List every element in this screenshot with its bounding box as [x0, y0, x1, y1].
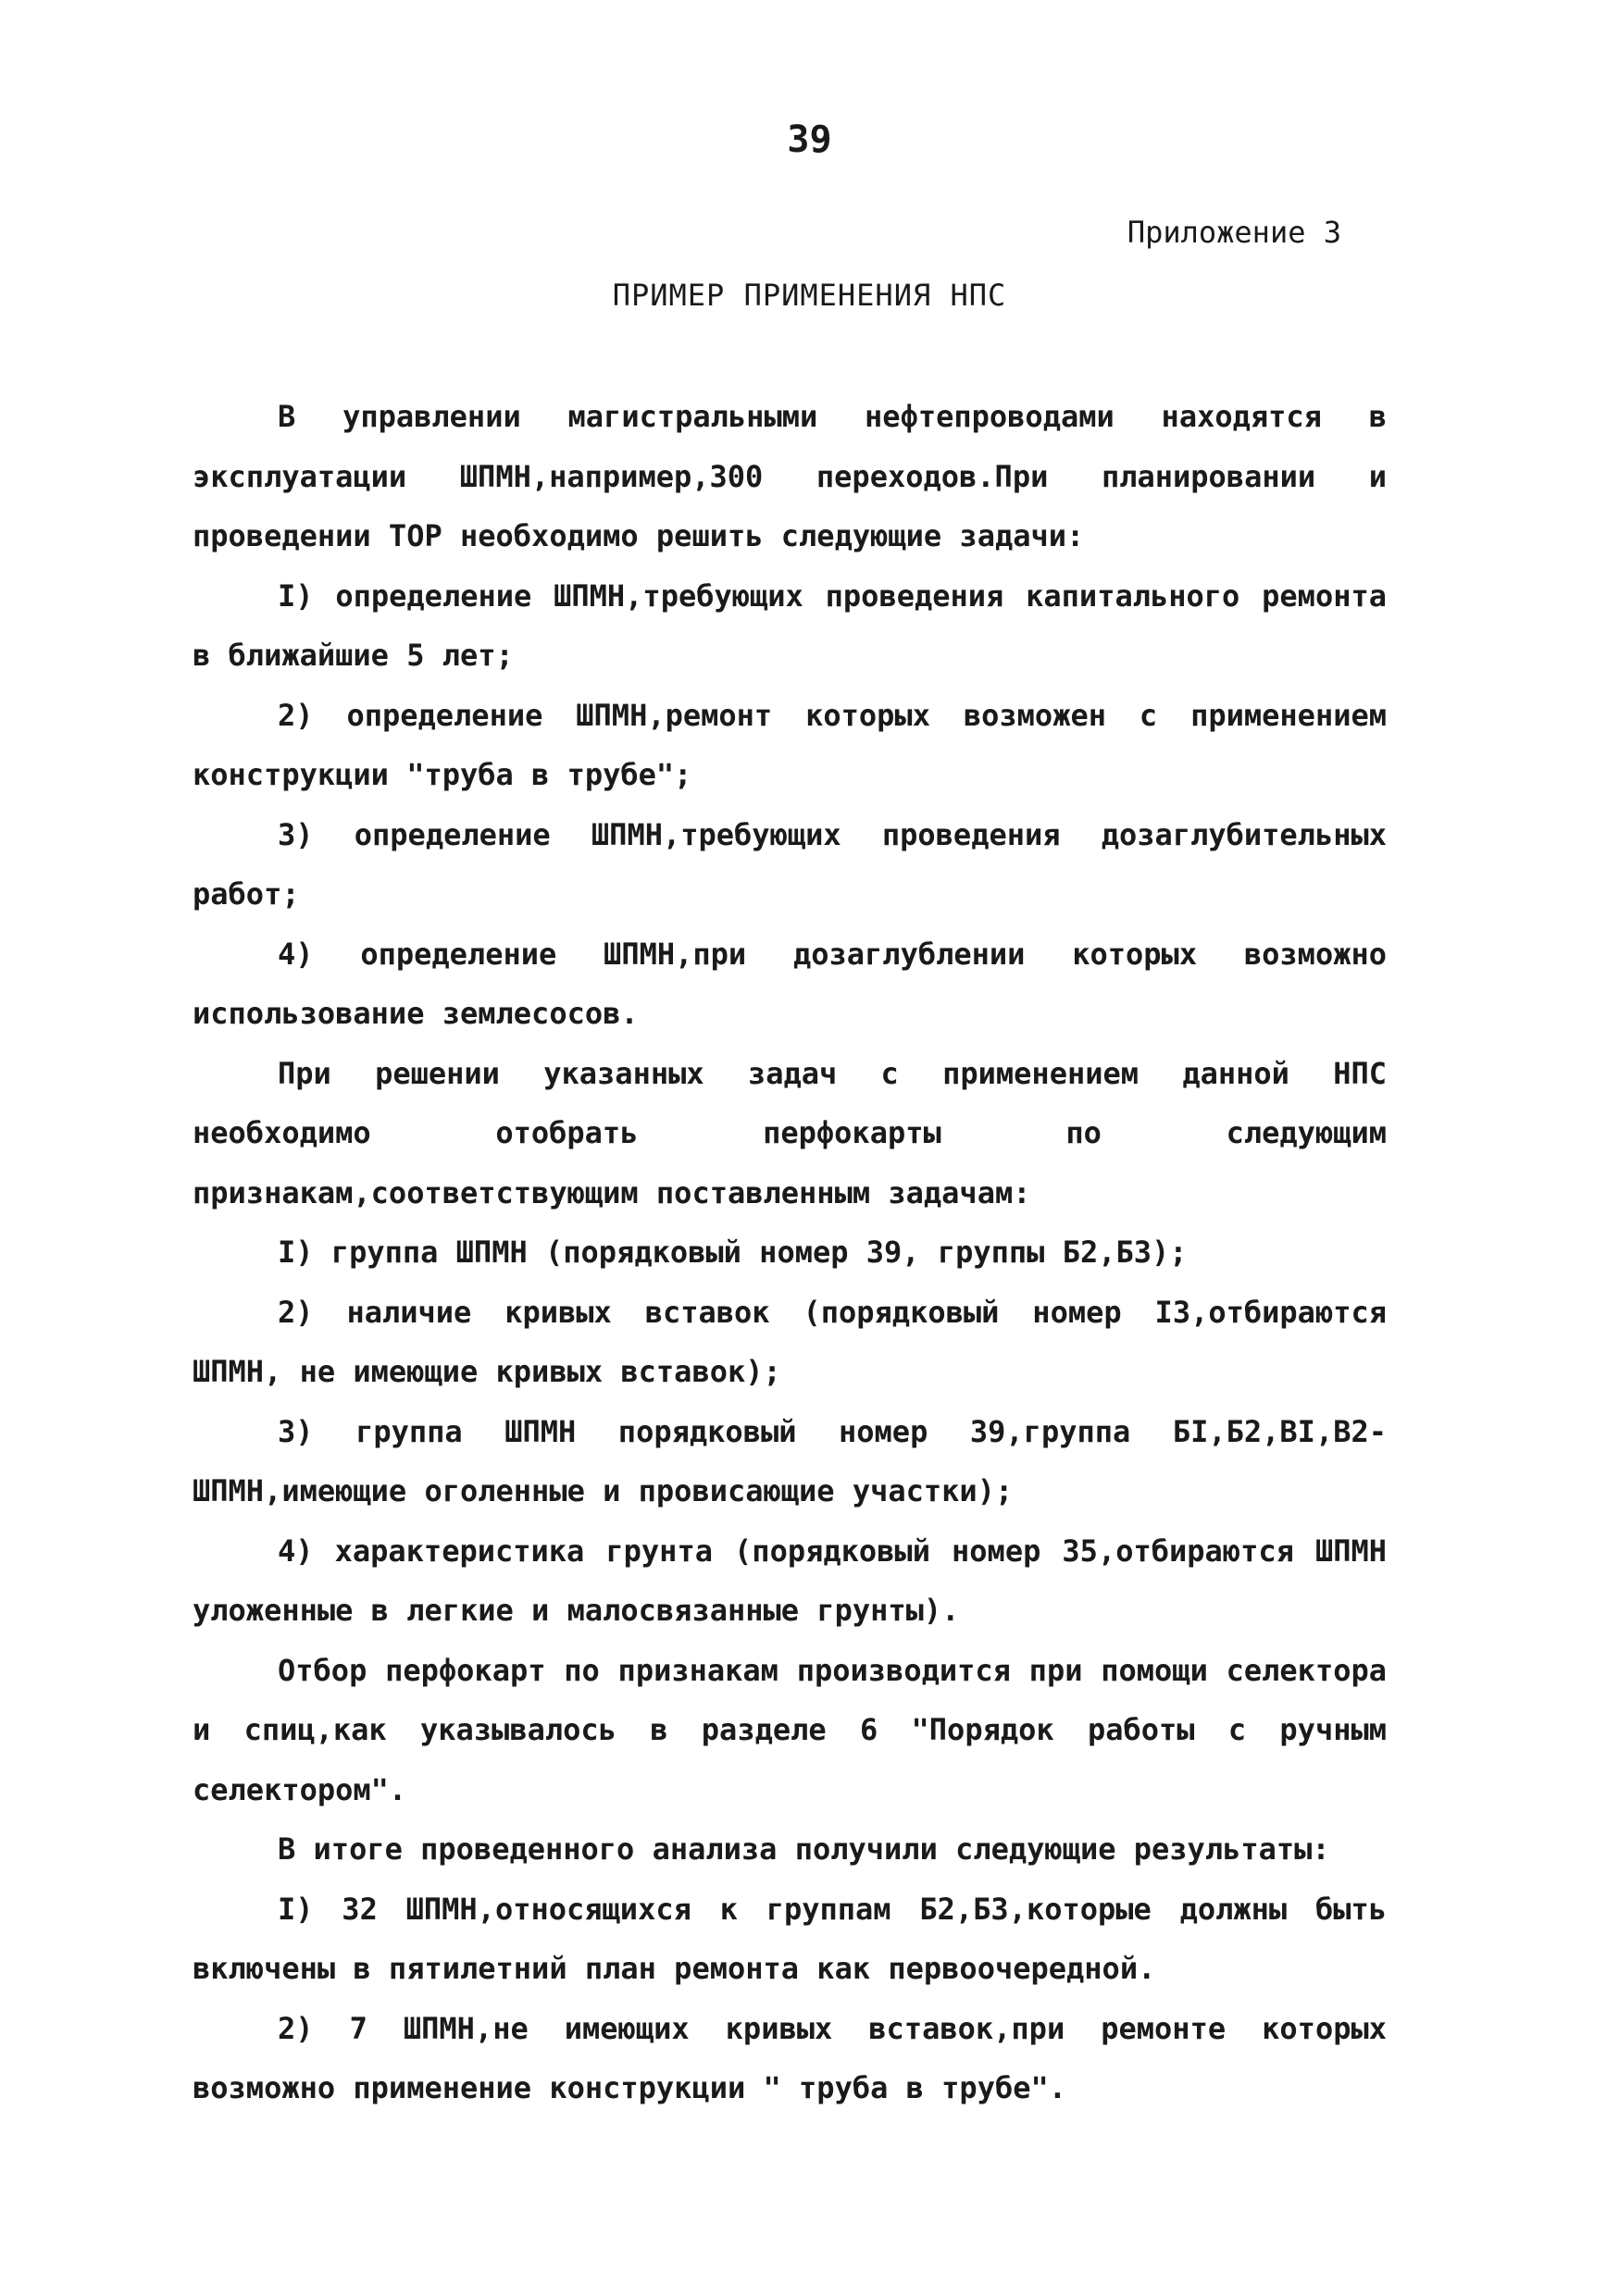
paragraph-result-1: I) 32 ШПМН,относящихся к группам Б2,Б3,которые должны быть включены в пятилетний план ремонта как первоочередной. [193, 1891, 1387, 1986]
appendix-label: Приложение 3 [1127, 215, 1341, 250]
paragraph-criterion-2: 2) наличие кривых вставок (порядковый номер I3,отбираются ШПМН, не имеющие кривых вставок); [193, 1294, 1387, 1389]
paragraph-criterion-3: 3) группа ШПМН порядковый номер 39,группа БI,Б2,ВI,В2-ШПМН,имеющие оголенные и провисающие участки); [193, 1413, 1387, 1508]
paragraph-task-4: 4) определение ШПМН,при дозаглублении которых возможно использование землесосов. [193, 936, 1387, 1031]
paragraph-results-intro: В итоге проведенного анализа получили следующие результаты: [278, 1831, 1330, 1867]
paragraph-result-2: 2) 7 ШПМН,не имеющих кривых вставок,при ремонте которых возможно применение конструкции " труба в трубе". [193, 2010, 1387, 2105]
paragraph-task-2: 2) определение ШПМН,ремонт которых возможен с применением конструкции "труба в трубе"; [193, 697, 1387, 792]
document-body [193, 387, 1387, 2118]
page-number: 39 [787, 118, 832, 161]
paragraph-selection: При решении указанных задач с применением данной НПС необходимо отобрать перфокарты по следующим признакам,соответствующим поставленным задачам: [193, 1055, 1387, 1210]
paragraph-task-1: I) определение ШПМН,требующих проведения капитального ремонта в ближайшие 5 лет; [193, 577, 1387, 673]
paragraph-intro: В управлении магистральными нефтепроводами находятся в эксплуатации ШПМН,например,300 переходов.При планировании и проведении ТОР необходимо решить следующие задачи: [193, 399, 1387, 553]
paragraph-task-3: 3) определение ШПМН,требующих проведения дозаглубительных работ; [193, 816, 1387, 912]
paragraph-criterion-1: I) группа ШПМН (порядковый номер 39, группы Б2,Б3); [278, 1235, 1188, 1270]
paragraph-selector: Отбор перфокарт по признакам производится при помощи селектора и спиц,как указывалось в разделе 6 "Порядок работы с ручным селектором". [193, 1652, 1387, 1807]
paragraph-criterion-4: 4) характеристика грунта (порядковый номер 35,отбираются ШПМН уложенные в легкие и малосвязанные грунты). [193, 1533, 1387, 1628]
document-title: ПРИМЕР ПРИМЕНЕНИЯ НПС [612, 278, 1007, 313]
